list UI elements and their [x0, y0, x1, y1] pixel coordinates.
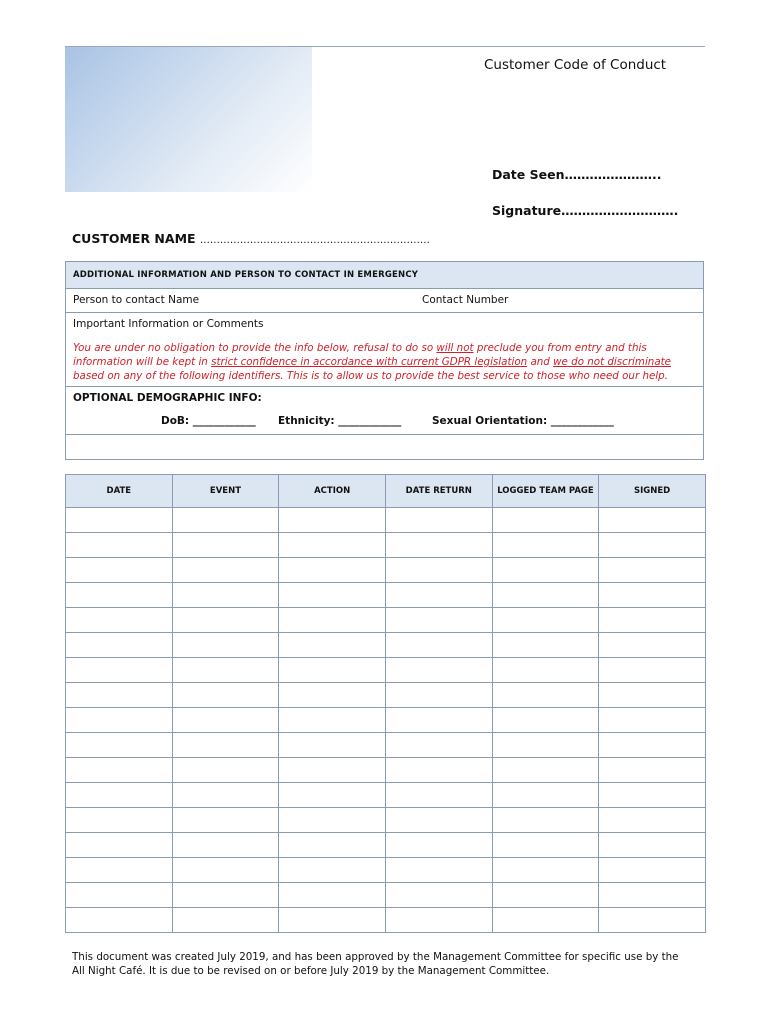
- table-cell[interactable]: [599, 558, 706, 583]
- blank-row[interactable]: [66, 435, 703, 461]
- table-cell[interactable]: [279, 608, 386, 633]
- table-cell[interactable]: [172, 733, 279, 758]
- gdpr-notice-row: [66, 337, 703, 387]
- table-cell[interactable]: [492, 683, 599, 708]
- ethnicity-field[interactable]: Ethnicity: ____________: [278, 415, 402, 427]
- info-heading: ADDITIONAL INFORMATION AND PERSON TO CONTACT IN EMERGENCY: [73, 270, 419, 280]
- important-info-field[interactable]: Important Information or Comments: [73, 318, 264, 330]
- table-cell[interactable]: [66, 708, 173, 733]
- table-cell[interactable]: [172, 808, 279, 833]
- table-row: [66, 833, 706, 858]
- table-row: [66, 758, 706, 783]
- table-cell[interactable]: [385, 783, 492, 808]
- table-cell[interactable]: [599, 883, 706, 908]
- table-row: [66, 508, 706, 533]
- table-cell[interactable]: [599, 783, 706, 808]
- table-cell[interactable]: [492, 758, 599, 783]
- table-cell[interactable]: [385, 558, 492, 583]
- table-cell[interactable]: [279, 633, 386, 658]
- col-signed-header: SIGNED: [599, 475, 706, 508]
- table-cell[interactable]: [66, 808, 173, 833]
- col-date-return-header: DATE RETURN: [385, 475, 492, 508]
- table-cell[interactable]: [279, 708, 386, 733]
- col-logged-team-page-header: LOGGED TEAM PAGE: [492, 475, 599, 508]
- table-cell[interactable]: [492, 608, 599, 633]
- table-cell[interactable]: [66, 833, 173, 858]
- table-cell[interactable]: [492, 658, 599, 683]
- table-row: [66, 783, 706, 808]
- table-cell[interactable]: [599, 858, 706, 883]
- table-cell[interactable]: [385, 658, 492, 683]
- table-cell[interactable]: [279, 733, 386, 758]
- table-cell[interactable]: [66, 758, 173, 783]
- table-cell[interactable]: [599, 808, 706, 833]
- table-cell[interactable]: [385, 583, 492, 608]
- signature-field[interactable]: Signature……………………….: [492, 203, 679, 218]
- important-info-row: [66, 313, 703, 337]
- document-title: Customer Code of Conduct: [484, 57, 667, 73]
- table-cell[interactable]: [172, 833, 279, 858]
- dob-field[interactable]: DoB: ____________: [161, 415, 256, 427]
- date-seen-field[interactable]: Date Seen…………………..: [492, 167, 662, 182]
- table-cell[interactable]: [172, 508, 279, 533]
- table-cell[interactable]: [279, 833, 386, 858]
- table-cell[interactable]: [492, 733, 599, 758]
- table-cell[interactable]: [599, 508, 706, 533]
- event-log-table: [65, 474, 706, 933]
- table-header-row: [66, 475, 706, 508]
- table-cell[interactable]: [599, 633, 706, 658]
- table-cell[interactable]: [172, 683, 279, 708]
- table-cell[interactable]: [279, 783, 386, 808]
- table-cell[interactable]: [172, 908, 279, 933]
- table-cell[interactable]: [66, 508, 173, 533]
- table-cell[interactable]: [172, 583, 279, 608]
- table-cell[interactable]: [385, 758, 492, 783]
- table-row: [66, 658, 706, 683]
- table-cell[interactable]: [492, 808, 599, 833]
- contact-number-field[interactable]: Contact Number: [422, 294, 509, 306]
- table-cell[interactable]: [492, 833, 599, 858]
- customer-name-dots: ……………………………………………………………: [199, 235, 430, 246]
- table-row: [66, 633, 706, 658]
- demographic-title: OPTIONAL DEMOGRAPHIC INFO:: [73, 392, 262, 404]
- table-cell[interactable]: [279, 533, 386, 558]
- table-row: [66, 858, 706, 883]
- table-cell[interactable]: [279, 908, 386, 933]
- table-cell[interactable]: [599, 608, 706, 633]
- table-cell[interactable]: [385, 533, 492, 558]
- table-cell[interactable]: [385, 908, 492, 933]
- table-cell[interactable]: [599, 533, 706, 558]
- table-cell[interactable]: [599, 733, 706, 758]
- table-cell[interactable]: [492, 533, 599, 558]
- table-cell[interactable]: [492, 508, 599, 533]
- table-cell[interactable]: [172, 783, 279, 808]
- col-date-header: DATE: [66, 475, 173, 508]
- table-row: [66, 583, 706, 608]
- table-cell[interactable]: [172, 758, 279, 783]
- table-cell[interactable]: [492, 558, 599, 583]
- table-row: [66, 908, 706, 933]
- table-cell[interactable]: [172, 633, 279, 658]
- table-row: [66, 708, 706, 733]
- table-cell[interactable]: [599, 708, 706, 733]
- table-cell[interactable]: [599, 833, 706, 858]
- footer-note: This document was created July 2019, and has been approved by the Management Committee for specific use by the All Night Café. It is due to be revised on or before July 2019 by the Management Committee.: [72, 951, 679, 977]
- table-cell[interactable]: [172, 858, 279, 883]
- table-cell[interactable]: [492, 633, 599, 658]
- table-cell[interactable]: [599, 908, 706, 933]
- col-action-header: ACTION: [279, 475, 386, 508]
- table-cell[interactable]: [279, 583, 386, 608]
- table-cell[interactable]: [385, 858, 492, 883]
- table-cell[interactable]: [492, 883, 599, 908]
- demographic-fields-row: [66, 411, 703, 435]
- table-cell[interactable]: [172, 533, 279, 558]
- table-cell[interactable]: [492, 908, 599, 933]
- table-cell[interactable]: [66, 533, 173, 558]
- table-cell[interactable]: [385, 683, 492, 708]
- table-cell[interactable]: [172, 558, 279, 583]
- table-cell[interactable]: [66, 733, 173, 758]
- table-cell[interactable]: [385, 808, 492, 833]
- table-row: [66, 533, 706, 558]
- gdpr-notice: You are under no obligation to provide the info below, refusal to do so will not preclude you from entry and this information will be kept in strict confidence in accordance with current GDPR legislation and we do not discriminate based on any of the following identifiers. This is to allow us to provide the best service to those who need our help.: [73, 342, 672, 382]
- table-cell[interactable]: [66, 783, 173, 808]
- sexual-orientation-field[interactable]: Sexual Orientation: ____________: [432, 415, 614, 427]
- table-cell[interactable]: [385, 733, 492, 758]
- table-row: [66, 558, 706, 583]
- table-cell[interactable]: [279, 808, 386, 833]
- additional-info-section: [65, 261, 704, 460]
- table-cell[interactable]: [66, 558, 173, 583]
- table-cell[interactable]: [172, 883, 279, 908]
- table-cell[interactable]: [66, 633, 173, 658]
- table-cell[interactable]: [492, 708, 599, 733]
- table-cell[interactable]: [279, 883, 386, 908]
- table-cell[interactable]: [492, 583, 599, 608]
- table-cell[interactable]: [66, 658, 173, 683]
- demographic-title-row: [66, 387, 703, 411]
- table-row: [66, 883, 706, 908]
- table-cell[interactable]: [66, 683, 173, 708]
- table-cell[interactable]: [279, 658, 386, 683]
- table-cell[interactable]: [599, 658, 706, 683]
- table-cell[interactable]: [385, 508, 492, 533]
- table-cell[interactable]: [279, 683, 386, 708]
- table-cell[interactable]: [66, 858, 173, 883]
- table-row: [66, 683, 706, 708]
- table-cell[interactable]: [279, 858, 386, 883]
- table-cell[interactable]: [279, 508, 386, 533]
- table-cell[interactable]: [66, 908, 173, 933]
- customer-name-field[interactable]: [72, 231, 430, 246]
- info-heading-row: [66, 262, 703, 289]
- table-cell[interactable]: [66, 608, 173, 633]
- table-row: [66, 808, 706, 833]
- table-row: [66, 733, 706, 758]
- contact-name-field[interactable]: Person to contact Name: [73, 294, 200, 306]
- table-row: [66, 608, 706, 633]
- table-cell[interactable]: [385, 608, 492, 633]
- table-cell[interactable]: [385, 708, 492, 733]
- table-cell[interactable]: [599, 683, 706, 708]
- table-cell[interactable]: [599, 758, 706, 783]
- table-cell[interactable]: [385, 883, 492, 908]
- table-cell[interactable]: [66, 883, 173, 908]
- contact-row: [66, 289, 703, 313]
- table-cell[interactable]: [172, 658, 279, 683]
- table-cell[interactable]: [172, 608, 279, 633]
- table-cell[interactable]: [279, 758, 386, 783]
- header-gradient-image: [65, 47, 312, 192]
- table-cell[interactable]: [385, 633, 492, 658]
- table-cell[interactable]: [492, 858, 599, 883]
- customer-name-label: CUSTOMER NAME: [72, 231, 196, 246]
- table-cell[interactable]: [172, 708, 279, 733]
- table-cell[interactable]: [599, 583, 706, 608]
- table-cell[interactable]: [492, 783, 599, 808]
- table-cell[interactable]: [279, 558, 386, 583]
- col-event-header: EVENT: [172, 475, 279, 508]
- table-cell[interactable]: [385, 833, 492, 858]
- table-cell[interactable]: [66, 583, 173, 608]
